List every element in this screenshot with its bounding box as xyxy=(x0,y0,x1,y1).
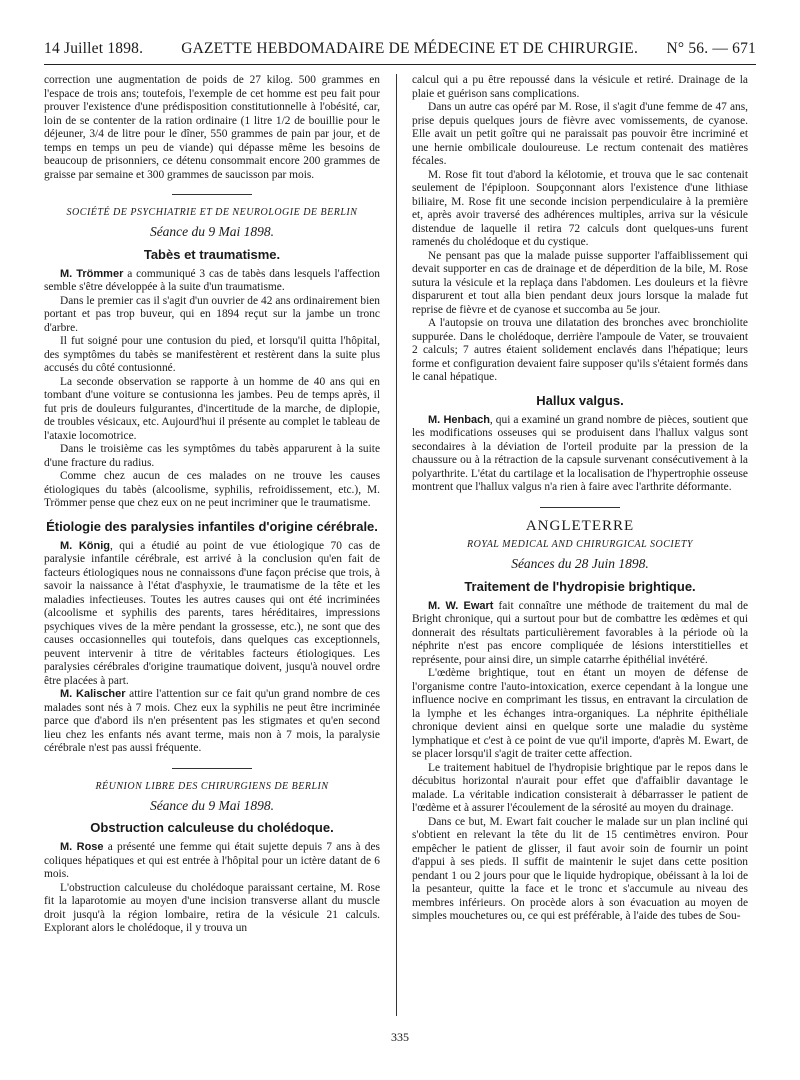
header-rule xyxy=(44,64,756,65)
paragraph: L'obstruction calculeuse du cholédoque paraissant certaine, M. Rose fit la laparotomie au moyen d'une incision transverse allant du muscle droit jusqu'à la région lombaire, retira de la vésicule 21 calculs. Explorant alors le cholédoque, il y trouva un xyxy=(44,881,380,934)
article-heading: Hallux valgus. xyxy=(536,392,624,408)
paragraph: M. Rose a présenté une femme qui était sujette depuis 7 ans à des coliques hépatiques et qui est entrée à l'hôpital pour un ictère datant de 6 mois. xyxy=(44,841,380,880)
issue-page-number: N° 56. — 671 xyxy=(666,40,756,57)
author-name: M. König xyxy=(60,539,110,552)
column-rule xyxy=(396,74,397,1016)
author-name: M. Rose xyxy=(60,841,104,853)
section-divider xyxy=(172,194,252,195)
author-name: M. Trömmer xyxy=(60,267,124,280)
session-date: Séances du 28 Juin 1898. xyxy=(511,556,649,571)
section-divider xyxy=(540,507,620,508)
running-header xyxy=(44,40,756,64)
page-number: 335 xyxy=(391,1030,409,1044)
paragraph: M. Trömmer a communiqué 3 cas de tabès dans lesquels l'affection semble s'être développée à la suite d'un traumatisme. xyxy=(44,267,380,293)
paragraph: A l'autopsie on trouva une dilatation des bronches avec bronchiolite suppurée. Dans le cholédoque, derrière l'ampoule de Vater, se trouvaient 2 calculs; 7 autres étaient solidement enclavés dans l'hépatique; leurs forme et configuration devaient faire supposer qu'ils s'étaient formés dans le canal hépatique. xyxy=(412,317,748,383)
paragraph: Dans ce but, M. Ewart fait coucher le malade sur un plan incliné qui s'obtient en relevant la tête du lit de 15 centimètres environ. Pour empêcher le patient de glisser, il faut avoir soin de fournir un point d'appui à ses pieds. Il suffit de maintenir le sujet dans cette position pendant 1 ou 2 jours pour que le liquide hydropique, obéissant à la loi de la pesanteur, quitte la face et le tronc et s'accumule au niveau des membres inférieurs. On procède alors à son évacuation au moyen de simples mouchetures ou, ce qui est préférable, à l'aide des tubes de Sou- xyxy=(412,815,748,922)
paragraph: calcul qui a pu être repoussé dans la vésicule et retiré. Drainage de la plaie et guérison sans complications. xyxy=(412,74,748,100)
paragraph: L'œdème brightique, tout en étant un moyen de défense de l'organisme contre l'auto-intoxication, exerce cependant à la longue une influence nocive en comprimant les tissus, en entravant la circulation de la lymphe et les échanges intra-organiques. La néphrite épithéliale chronique devient ainsi en quelque sorte une maladie du système lymphatique et c'est à ce point de vue qu'il importe, d'après M. Ewart, de se placer lorsqu'il s'agit de traiter cette affection. xyxy=(412,667,748,760)
paragraph: M. König, qui a étudié au point de vue étiologique 70 cas de paralysie infantile cérébrale, est arrivé à la conclusion qu'en fait de facteurs étiologiques nous ne connaissons d'une façon précise que trois, à savoir la naissance à l'état d'asphyxie, le traumatisme de la tête et les maladies infectieuses. Toutes les autres causes qui ont été incriminées (alcoolisme et syphilis des parents, tares héréditaires, impressions psychiques vives de la mère pendant la grossesse, etc.), ne sont que des causes occasionnelles qui toutefois, dans quelques cas exceptionnels, peuvent intervenir à titre de véritables facteurs étiologiques. Les paralysies cérébrales d'origine traumatique doivent, jusqu'à nouvel ordre être placées à part. xyxy=(44,539,380,687)
article-heading: Étiologie des paralysies infantiles d'origine cérébrale. xyxy=(46,518,378,534)
paragraph: correction une augmentation de poids de 27 kilog. 500 grammes en l'espace de trois ans; toutefois, l'exemple de cet homme est peu fait pour prouver l'existence d'une prédisposition constitutionnelle à l'obésité, car, loin de se contenter de la ration ordinaire (1 litre 1/2 de bouillie pour le déjeuner, 3/4 de litre pour le dîner, 550 grammes de pain par jour, et de temps en temps un peu de viande) qui dépasse même les besoins de beaucoup de prisonniers, ce détenu consommait encore 200 grammes de graisse par semaine et 300 grammes de saucisson par mois. xyxy=(44,74,380,181)
country-heading: ANGLETERRE xyxy=(525,517,635,534)
paragraph: M. W. Ewart fait connaître une méthode de traitement du mal de Bright chronique, qui a surtout pour but de combattre les œdèmes et qui donnerait des résultats particulièrement favorables à la période où la néphrite n'est pas encore compliquée de lésions interstitielles et représente, pour ainsi dire, un simple catarrhe épithélial invétéré. xyxy=(412,599,749,666)
paragraph: M. Rose fit tout d'abord la kélotomie, et trouva que le sac contenait seulement de l'épiploon. Soupçonnant alors l'existence d'une lithiase biliaire, M. Rose fit une seconde incision perpendiculaire à la première et, après avoir traversé des adhérences multiples, arriva sur la vésicule distendue de laquelle il retira 72 calculs dont quelques-uns furent ramenés du cholédoque et du cystique. xyxy=(412,168,748,248)
session-date: Séance du 9 Mai 1898. xyxy=(149,224,275,239)
society-name: SOCIÉTÉ DE PSYCHIATRIE ET DE NEUROLOGIE DE BERLIN xyxy=(66,207,358,218)
paragraph: Dans le troisième cas les symptômes du tabès apparurent à la suite d'une fracture du radius. xyxy=(44,443,380,469)
paragraph: Comme chez aucun de ces malades on ne trouve les causes étiologiques du tabès (alcoolisme, syphilis, refroidissement, etc.), M. Trömmer pense que chez eux on ne peut incriminer que le traumatisme. xyxy=(44,470,380,509)
article-heading: Tabès et traumatisme. xyxy=(143,246,281,262)
paragraph: Ne pensant pas que la malade puisse supporter l'affaiblissement qui devait supporter en cas de drainage et de déperdition de la bile, M. Rose sutura la vésicule et la replaça dans l'abdomen. Les douleurs et la fièvre disparurent et tout alla bien pendant deux jours lorsque la malade fut reprise de fièvre et de cyanose et succomba au 5e jour. xyxy=(412,249,748,316)
left-column xyxy=(44,74,380,936)
paragraph: Dans un autre cas opéré par M. Rose, il s'agit d'une femme de 47 ans, prise depuis quelques jours de fièvre avec vomissements, de cyanose. Elle avait un petit goître qui ne paraissait pas pouvoir être incriminé et une hernie ombilicale douloureuse. Le rectum contenait des matières fécales. xyxy=(412,101,748,167)
author-name: M. Kalischer xyxy=(60,688,126,700)
author-name: M. Henbach xyxy=(428,413,490,426)
article-heading: Obstruction calculeuse du cholédoque. xyxy=(90,820,334,835)
society-name: RÉUNION LIBRE DES CHIRURGIENS DE BERLIN xyxy=(95,780,329,792)
section-divider xyxy=(172,768,252,769)
header-date: 14 Juillet 1898. xyxy=(44,40,144,57)
paragraph: M. Kalischer attire l'attention sur ce fait qu'un grand nombre de ces malades sont nés à 7 mois. Chez eux la syphilis ne peut être incriminée parce que d'abord ils n'en présentent pas les stigmates et qu'en second lieu chez les enfants nés avant terme, mais non à 7 mois, la paralysie cérébrale n'est pas aussi fréquente. xyxy=(44,688,380,754)
paragraph: Le traitement habituel de l'hydropisie brightique par le repos dans le décubitus horizontal n'aurait pour effet que d'affaiblir davantage le malade. La véritable indication consisterait à débarrasser le patient de l'œdème et à assurer l'écoulement de la sérosité au moyen du drainage. xyxy=(412,761,748,814)
author-name: M. W. Ewart xyxy=(428,599,494,612)
paragraph: M. Henbach, qui a examiné un grand nombre de pièces, soutient que les modifications osseuses qui se produisent dans l'hallux valgus sont secondaires à la déviation de l'orteil produite par la pression de la chaussure ou à la rétraction de la capsule survenant consécutivement à la polyarthrite. L'état du cartilage et la localisation de l'hypertrophie osseuse montrent que l'hallux valgus n'a rien à faire avec l'arthrite déformante. xyxy=(412,413,748,493)
paragraph: Il fut soigné pour une contusion du pied, et lorsqu'il quitta l'hôpital, des symptômes du tabès se manifestèrent et restèrent dans la suite plus accusés du côté contusionné. xyxy=(44,335,380,374)
society-name: ROYAL MEDICAL AND CHIRURGICAL SOCIETY xyxy=(467,539,693,550)
session-date: Séance du 9 Mai 1898. xyxy=(149,797,275,813)
paragraph: La seconde observation se rapporte à un homme de 40 ans qui en tombant d'une voiture se contusionna les jambes. Peu de temps après, il fut pris de douleurs fulgurantes, d'incertitude de la marche, de diplopie, de troubles vésicaux, etc. Aujourd'hui il présente au complet le tableau de l'ataxie locomotrice. xyxy=(44,375,380,442)
paragraph: Dans le premier cas il s'agit d'un ouvrier de 42 ans ordinairement bien portant et pas trop buveur, qui en 1894 reçut sur la jambe un tronc d'arbre. xyxy=(44,294,380,334)
journal-title: GAZETTE HEBDOMADAIRE DE MÉDECINE ET DE CHIRURGIE. xyxy=(181,40,639,57)
right-column xyxy=(412,74,748,924)
article-heading: Traitement de l'hydropisie brightique. xyxy=(464,578,696,594)
